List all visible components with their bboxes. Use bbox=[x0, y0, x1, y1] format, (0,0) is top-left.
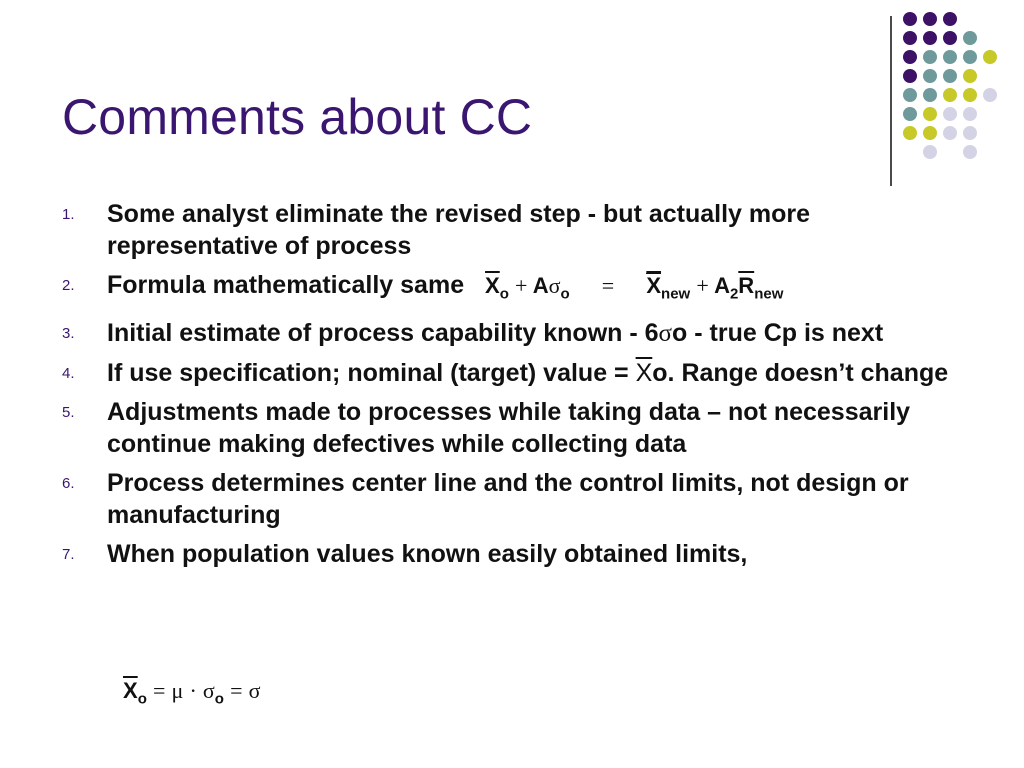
dot bbox=[963, 126, 977, 140]
dot bbox=[963, 145, 977, 159]
item-text: Adjustments made to processes while taking data – not necessarily continue making defectives while collecting data bbox=[107, 398, 911, 459]
list-item bbox=[0, 396, 1000, 460]
item-text: If use specification; nominal (target) value = bbox=[107, 359, 636, 388]
xbar-symbol: $\overline{X}$ bbox=[635, 359, 653, 388]
item-text: When population values known easily obtained limits, bbox=[107, 540, 748, 569]
dot bbox=[963, 31, 977, 45]
dot bbox=[983, 50, 997, 64]
dot bbox=[943, 88, 957, 102]
item-text: Formula mathematically same bbox=[107, 271, 465, 299]
dot bbox=[903, 107, 917, 121]
dot bbox=[923, 69, 937, 83]
formula-equivalence: $\overline{X}_o + A\sigma_o = \overline{X}_{new} + A_2\overline{R}_{new}$ bbox=[485, 273, 784, 303]
list-item bbox=[0, 317, 1000, 350]
list-item bbox=[0, 357, 1000, 389]
dot bbox=[943, 50, 957, 64]
population-limits-formula: $\overline{X}_o = \mu \cdot \sigma_o = \sigma$ bbox=[123, 678, 261, 708]
dot bbox=[903, 50, 917, 64]
divider-line bbox=[890, 16, 892, 186]
dot bbox=[903, 69, 917, 83]
dot bbox=[983, 88, 997, 102]
dot bbox=[903, 12, 917, 26]
dot bbox=[963, 107, 977, 121]
item-number: 4. bbox=[62, 365, 75, 383]
dot bbox=[923, 145, 937, 159]
item-text: o. Range doesn’t change bbox=[652, 359, 949, 388]
item-text: Initial estimate of process capability known - 6 bbox=[107, 319, 659, 348]
dot bbox=[923, 107, 937, 121]
item-number: 3. bbox=[62, 325, 75, 343]
list-item bbox=[0, 538, 1000, 570]
dot bbox=[923, 88, 937, 102]
dot bbox=[903, 31, 917, 45]
comment-list bbox=[0, 198, 1000, 577]
item-number: 6. bbox=[62, 475, 75, 493]
sigma-symbol: σ bbox=[658, 320, 673, 348]
dot bbox=[903, 126, 917, 140]
dot bbox=[923, 31, 937, 45]
dot bbox=[943, 12, 957, 26]
list-item bbox=[0, 198, 1000, 262]
item-text: Process determines center line and the control limits, not design or manufacturing bbox=[107, 469, 909, 530]
list-item bbox=[0, 269, 1000, 310]
item-number: 5. bbox=[62, 404, 75, 422]
slide-title: Comments about CC bbox=[62, 89, 533, 145]
dot bbox=[943, 31, 957, 45]
item-number: 2. bbox=[62, 277, 75, 294]
dot bbox=[963, 88, 977, 102]
dot bbox=[943, 69, 957, 83]
dot-pattern-icon bbox=[903, 12, 1023, 172]
item-text: o - true Cp is next bbox=[672, 319, 884, 348]
dot bbox=[923, 12, 937, 26]
item-text: Some analyst eliminate the revised step - but actually more representative of process bbox=[107, 200, 811, 260]
list-item bbox=[0, 467, 1000, 531]
dot bbox=[963, 69, 977, 83]
dot bbox=[943, 126, 957, 140]
dot bbox=[903, 88, 917, 102]
dot bbox=[943, 107, 957, 121]
item-number: 7. bbox=[62, 546, 75, 564]
item-number: 1. bbox=[62, 206, 75, 223]
dot bbox=[923, 50, 937, 64]
dot bbox=[923, 126, 937, 140]
dot bbox=[963, 50, 977, 64]
